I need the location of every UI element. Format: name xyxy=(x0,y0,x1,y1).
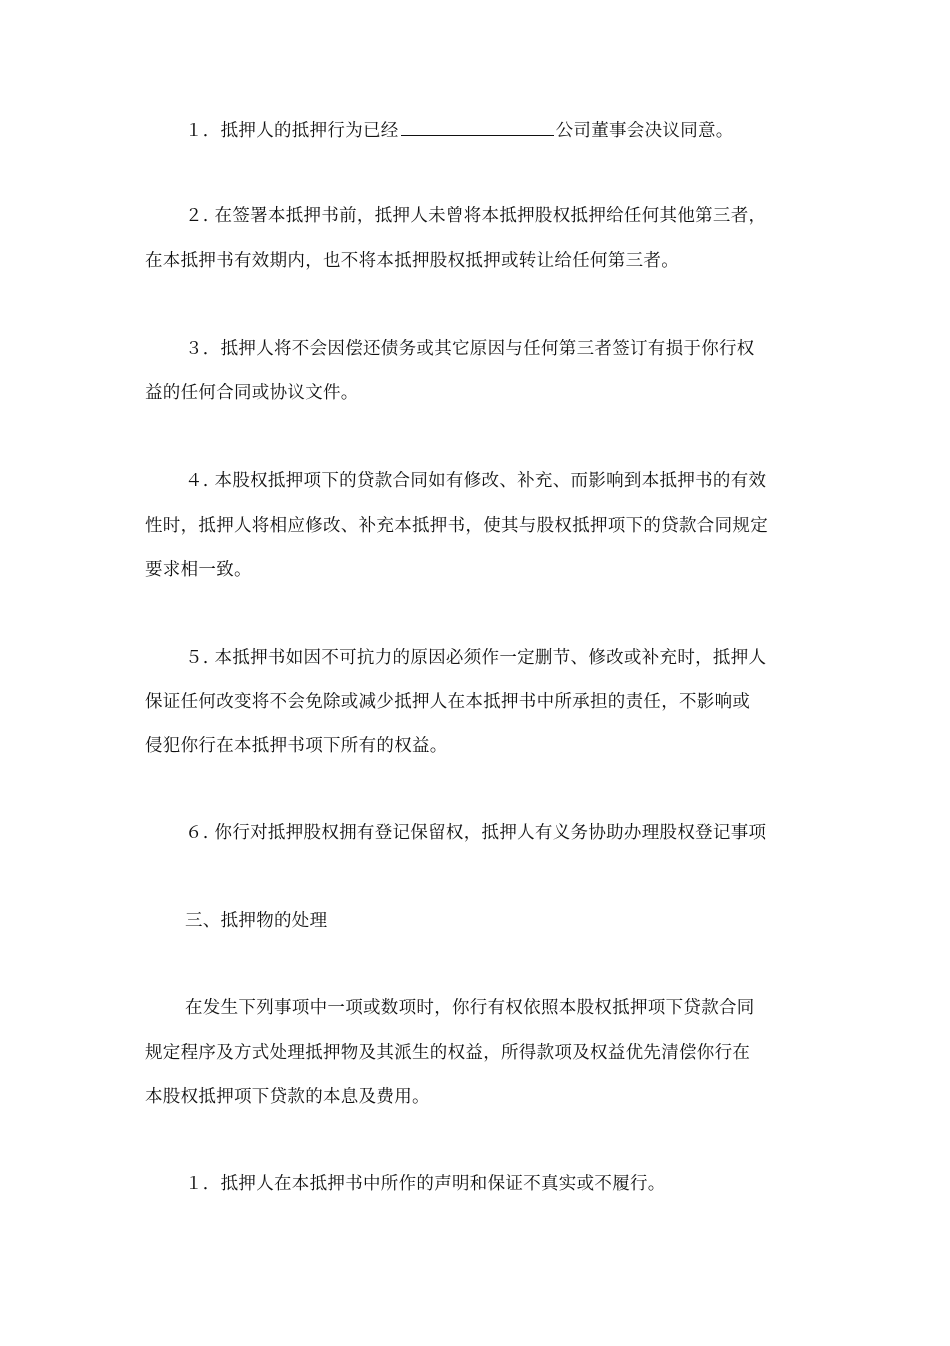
clause-2-line-1: ２. 在签署本抵押书前，抵押人未曾将本抵押股权抵押给任何其他第三者， xyxy=(185,206,767,226)
clause-5-line-3: 侵犯你行在本抵押书项下所有的权益。 xyxy=(145,736,448,756)
clause-5-line-1: ５. 本抵押书如因不可抗力的原因必须作一定删节、修改或补充时，抵押人 xyxy=(185,648,767,668)
clause-4-line-1: ４. 本股权抵押项下的贷款合同如有修改、补充、而影响到本抵押书的有效 xyxy=(185,471,767,491)
fill-in-blank xyxy=(401,117,554,136)
disposal-item-1: １．抵押人在本抵押书中所作的声明和保证不真实或不履行。 xyxy=(185,1174,666,1194)
disposal-paragraph-line-2: 规定程序及方式处理抵押物及其派生的权益，所得款项及权益优先清偿你行在 xyxy=(145,1043,751,1063)
disposal-paragraph-line-3: 本股权抵押项下贷款的本息及费用。 xyxy=(145,1087,430,1107)
disposal-paragraph-line-1: 在发生下列事项中一项或数项时，你行有权依照本股权抵押项下贷款合同 xyxy=(185,998,755,1018)
clause-3-line-1: ３．抵押人将不会因偿还债务或其它原因与任何第三者签订有损于你行权 xyxy=(185,339,755,359)
clause-3-line-2: 益的任何合同或协议文件。 xyxy=(145,383,359,403)
clause-1-text-before: １．抵押人的抵押行为已经 xyxy=(185,121,399,141)
clause-4-line-3: 要求相一致。 xyxy=(145,560,252,580)
clause-1 xyxy=(185,117,810,143)
clause-2-line-2: 在本抵押书有效期内，也不将本抵押股权抵押或转让给任何第三者。 xyxy=(145,251,679,271)
clause-6: ６. 你行对抵押股权拥有登记保留权，抵押人有义务协助办理股权登记事项 xyxy=(185,823,767,843)
clause-4-line-2: 性时，抵押人将相应修改、补充本抵押书，使其与股权抵押项下的贷款合同规定 xyxy=(145,516,768,536)
section-heading: 三、抵押物的处理 xyxy=(185,911,328,931)
clause-5-line-2: 保证任何改变将不会免除或减少抵押人在本抵押书中所承担的责任，不影响或 xyxy=(145,692,751,712)
clause-1-text-after: 公司董事会决议同意。 xyxy=(555,121,734,141)
